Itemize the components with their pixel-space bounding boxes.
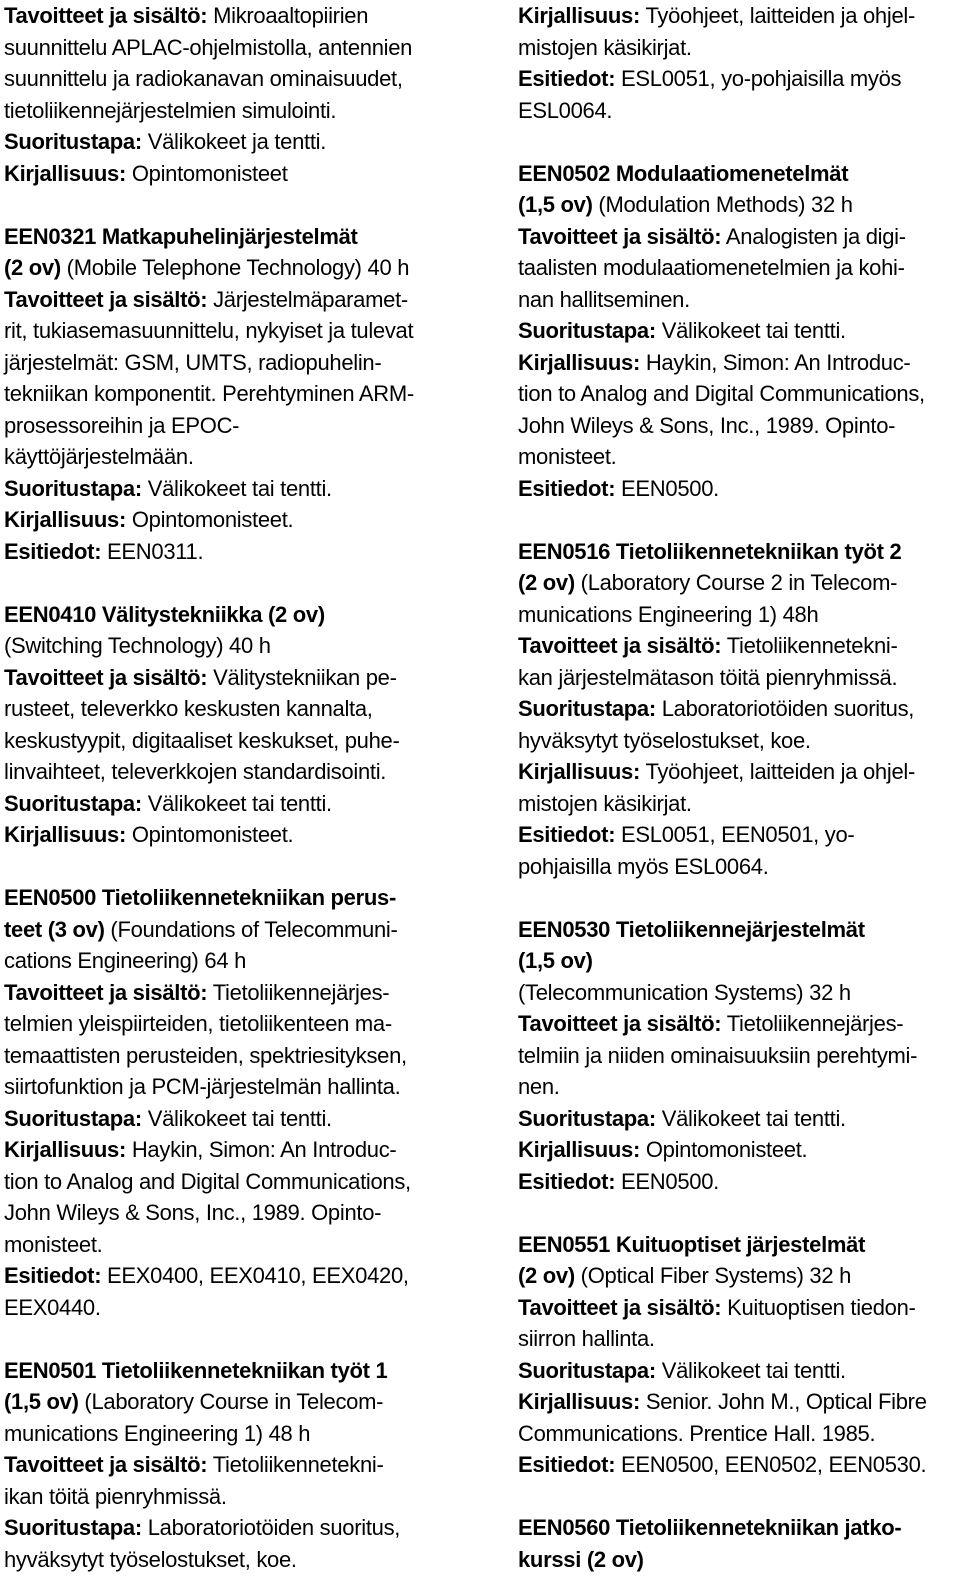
text-line	[518, 693, 954, 725]
text-line	[4, 221, 444, 253]
bold-text: EEN0551 Kuituoptiset järjestelmät	[518, 1231, 866, 1257]
text-run: Haykin, Simon: An Introduc-	[126, 1137, 397, 1162]
text-line	[4, 158, 444, 190]
text-run: ESL0051, EEN0501, yo-	[615, 822, 855, 847]
bold-text: EEN0410 Välitystekniikka (2 ov)	[4, 601, 325, 627]
text-line	[4, 1481, 444, 1513]
text-line	[518, 756, 954, 788]
bold-text: EEN0502 Modulaatiomenetelmät	[518, 160, 849, 186]
text-line	[4, 378, 444, 410]
bold-text: EEN0530 Tietoliikennejärjestelmät	[518, 916, 865, 942]
bold-text: (1,5 ov)	[4, 1389, 79, 1414]
text-run: tietoliikennejärjestelmien simulointi.	[4, 97, 337, 123]
paragraph-gap	[4, 567, 444, 599]
bold-text: Esitiedot:	[518, 1168, 616, 1194]
text-line	[4, 693, 444, 725]
text-run: Haykin, Simon: An Introduc-	[640, 349, 911, 375]
text-line	[4, 945, 444, 977]
text-run: (Switching Technology) 40 h	[4, 633, 271, 658]
bold-text: (2 ov)	[518, 570, 575, 595]
text-line	[4, 819, 444, 851]
text-line	[4, 1040, 444, 1072]
text-run: Järjestelmäparamet-	[207, 286, 408, 312]
text-line	[518, 662, 954, 694]
bold-text: Kirjallisuus:	[4, 507, 127, 532]
text-line	[518, 252, 954, 284]
text-line	[4, 914, 444, 946]
bold-text: Kirjallisuus:	[518, 3, 641, 28]
paragraph-gap	[518, 1197, 954, 1229]
bold-text: Tavoitteet ja sisältö:	[4, 664, 208, 690]
text-run: linvaihteet, televerkkojen standardisointi.	[4, 759, 387, 784]
paragraph-gap	[4, 851, 444, 883]
left-column	[4, 0, 444, 1575]
bold-text: Kirjallisuus:	[518, 759, 641, 784]
text-line	[4, 756, 444, 788]
text-run: John Wileys & Sons, Inc., 1989. Opinto-	[4, 1200, 382, 1225]
bold-text: Tavoitteet ja sisältö:	[4, 1452, 208, 1477]
text-line	[4, 1229, 444, 1261]
text-run: Opintomonisteet.	[640, 1137, 808, 1162]
text-line	[4, 32, 444, 64]
text-run: Välikokeet tai tentti.	[655, 1105, 846, 1131]
text-line	[518, 1449, 954, 1481]
text-line	[518, 1229, 954, 1261]
text-run: Opintomonisteet.	[126, 822, 294, 847]
text-run: käyttöjärjestelmään.	[4, 444, 194, 469]
text-line	[518, 914, 954, 946]
text-line	[4, 1386, 444, 1418]
text-line	[518, 1103, 954, 1135]
text-run: järjestelmät: GSM, UMTS, radiopuhelin-	[4, 349, 382, 375]
text-line	[518, 95, 954, 127]
text-line	[4, 1355, 444, 1387]
text-line	[518, 1355, 954, 1387]
bold-text: EEN0501 Tietoliikennetekniikan työt 1	[4, 1357, 388, 1383]
text-run: Tietoliikennetekni-	[207, 1452, 384, 1477]
text-line	[4, 1008, 444, 1040]
text-line	[4, 1197, 444, 1229]
text-run: hyväksytyt työselostukset, koe.	[4, 1546, 297, 1572]
text-line	[4, 441, 444, 473]
right-column	[518, 0, 954, 1575]
bold-text: Tavoitteet ja sisältö:	[518, 1294, 722, 1320]
text-line	[518, 630, 954, 662]
text-run: prosessoreihin ja EPOC-	[4, 412, 240, 438]
text-line	[4, 536, 444, 568]
bold-text: Esitiedot:	[4, 1263, 102, 1288]
text-run: ikan töitä pienryhmissä.	[4, 1483, 227, 1509]
bold-text: EEN0560 Tietoliikennetekniikan jatko-	[518, 1515, 902, 1540]
paragraph-gap	[518, 126, 954, 158]
bold-text: Suoritustapa:	[4, 129, 142, 154]
text-line	[518, 1134, 954, 1166]
text-run: Opintomonisteet.	[126, 507, 294, 532]
text-line	[518, 410, 954, 442]
bold-text: Suoritustapa:	[4, 475, 142, 501]
text-run: cations Engineering) 64 h	[4, 948, 246, 973]
text-run: Välikokeet tai tentti.	[141, 1105, 332, 1131]
text-line	[4, 788, 444, 820]
text-line	[4, 1292, 444, 1324]
bold-text: Kirjallisuus:	[4, 1137, 127, 1162]
text-run: EEN0500.	[615, 1168, 719, 1194]
text-line	[518, 441, 954, 473]
bold-text: (1,5 ov)	[518, 192, 593, 217]
text-line	[4, 473, 444, 505]
paragraph-gap	[4, 189, 444, 221]
text-run: ESL0064.	[518, 97, 613, 123]
text-run: munications Engineering 1) 48h	[518, 601, 819, 627]
text-run: kan järjestelmätason töitä pienryhmissä.	[518, 664, 898, 690]
text-run: ESL0051, yo-pohjaisilla myös	[615, 66, 902, 91]
bold-text: Suoritustapa:	[518, 1357, 656, 1383]
text-line	[4, 599, 444, 631]
text-run: EEX0400, EEX0410, EEX0420,	[101, 1263, 409, 1288]
text-run: telmien yleispiirteiden, tietoliikenteen ma-	[4, 1011, 392, 1036]
text-run: suunnittelu ja radiokanavan ominaisuudet,	[4, 66, 403, 91]
bold-text: Esitiedot:	[4, 538, 102, 564]
text-run: EEN0500.	[615, 475, 719, 501]
text-line	[518, 32, 954, 64]
text-line	[518, 63, 954, 95]
text-run: Välikokeet ja tentti.	[141, 129, 327, 154]
text-line	[518, 189, 954, 221]
text-run: Communications. Prentice Hall. 1985.	[518, 1420, 876, 1446]
text-run: (Telecommunication Systems) 32 h	[518, 979, 851, 1005]
text-line	[4, 1260, 444, 1292]
text-run: monisteet.	[518, 444, 617, 469]
bold-text: (2 ov)	[4, 255, 61, 280]
bold-text: Suoritustapa:	[4, 1515, 142, 1540]
text-line	[4, 1071, 444, 1103]
bold-text: Tavoitteet ja sisältö:	[518, 1011, 722, 1036]
text-run: taalisten modulaatiomenetelmien ja kohi-	[518, 255, 905, 280]
bold-text: Kirjallisuus:	[518, 1137, 641, 1162]
text-run: tekniikan komponentit. Perehtyminen ARM-	[4, 381, 414, 406]
bold-text: Kirjallisuus:	[4, 160, 127, 186]
text-run: nan hallitseminen.	[518, 286, 690, 312]
text-run: EEN0311.	[101, 538, 204, 564]
text-run: (Mobile Telephone Technology) 40 h	[60, 255, 410, 280]
bold-text: Esitiedot:	[518, 822, 616, 847]
text-run: rit, tukiasemasuunnittelu, nykyiset ja tulevat	[4, 318, 414, 343]
text-run: siirtofunktion ja PCM-järjestelmän hallinta.	[4, 1074, 401, 1099]
text-run: Opintomonisteet	[126, 160, 288, 186]
text-run: hyväksytyt työselostukset, koe.	[518, 727, 811, 753]
text-line	[4, 347, 444, 379]
text-line	[518, 1166, 954, 1198]
text-line	[4, 882, 444, 914]
bold-text: (2 ov)	[518, 1263, 575, 1288]
text-line	[518, 1418, 954, 1450]
text-run: EEN0500, EEN0502, EEN0530.	[615, 1452, 927, 1477]
text-run: mistojen käsikirjat.	[518, 790, 692, 816]
bold-text: Tavoitteet ja sisältö:	[4, 3, 208, 28]
text-run: Työohjeet, laitteiden ja ohjel-	[640, 759, 915, 784]
text-line	[518, 0, 954, 32]
bold-text: Kirjallisuus:	[518, 1389, 641, 1414]
text-line	[518, 347, 954, 379]
text-line	[4, 630, 444, 662]
text-line	[4, 725, 444, 757]
text-line	[518, 284, 954, 316]
bold-text: Esitiedot:	[518, 66, 616, 91]
text-line	[518, 378, 954, 410]
text-line	[518, 1071, 954, 1103]
text-run: Välikokeet tai tentti.	[655, 1357, 846, 1383]
text-line	[518, 315, 954, 347]
bold-text: Suoritustapa:	[518, 1105, 656, 1131]
text-run: mistojen käsikirjat.	[518, 34, 692, 60]
text-line	[4, 284, 444, 316]
text-run: Välikokeet tai tentti.	[141, 790, 332, 816]
text-line	[4, 63, 444, 95]
text-run: tion to Analog and Digital Communications,	[518, 381, 925, 406]
text-line	[4, 95, 444, 127]
text-line	[518, 725, 954, 757]
text-run: rusteet, televerkko keskusten kannalta,	[4, 696, 373, 721]
text-run: Välitystekniikan pe-	[207, 664, 397, 690]
bold-text: Tavoitteet ja sisältö:	[518, 223, 722, 249]
text-line	[518, 1386, 954, 1418]
text-run: Välikokeet tai tentti.	[655, 318, 846, 343]
bold-text: EEN0321 Matkapuhelinjärjestelmät	[4, 223, 358, 249]
bold-text: kurssi (2 ov)	[518, 1546, 644, 1572]
text-run: Tietoliikennejärjes-	[207, 979, 390, 1005]
text-run: Laboratoriotöiden suoritus,	[655, 696, 915, 721]
text-run: keskustyypit, digitaaliset keskukset, puhe-	[4, 727, 400, 753]
text-run: tion to Analog and Digital Communications,	[4, 1168, 411, 1194]
text-run: Tietoliikennejärjes-	[721, 1011, 904, 1036]
bold-text: EEN0516 Tietoliikennetekniikan työt 2	[518, 538, 902, 564]
text-line	[4, 662, 444, 694]
bold-text: Tavoitteet ja sisältö:	[4, 286, 208, 312]
text-line	[518, 1512, 954, 1544]
text-run: monisteet.	[4, 1231, 103, 1257]
text-run: (Modulation Methods) 32 h	[592, 192, 853, 217]
text-line	[518, 1008, 954, 1040]
bold-text: Esitiedot:	[518, 475, 616, 501]
text-line	[4, 1166, 444, 1198]
text-run: pohjaisilla myös ESL0064.	[518, 853, 769, 879]
text-line	[518, 567, 954, 599]
text-line	[518, 1040, 954, 1072]
text-line	[4, 1544, 444, 1576]
text-line	[518, 1544, 954, 1576]
text-run: Analogisten ja digi-	[721, 223, 906, 249]
paragraph-gap	[518, 504, 954, 536]
text-line	[518, 819, 954, 851]
bold-text: Kirjallisuus:	[518, 349, 641, 375]
paragraph-gap	[518, 1481, 954, 1513]
text-run: (Laboratory Course in Telecom-	[78, 1389, 384, 1414]
text-line	[518, 473, 954, 505]
text-run: Välikokeet tai tentti.	[141, 475, 332, 501]
text-line	[518, 1323, 954, 1355]
text-line	[518, 221, 954, 253]
text-line	[4, 126, 444, 158]
text-run: munications Engineering 1) 48 h	[4, 1420, 311, 1446]
text-line	[518, 977, 954, 1009]
text-line	[518, 158, 954, 190]
text-line	[4, 1134, 444, 1166]
text-run: (Optical Fiber Systems) 32 h	[574, 1263, 852, 1288]
text-line	[4, 410, 444, 442]
text-run: Mikroaaltopiirien	[207, 3, 369, 28]
text-line	[518, 1292, 954, 1324]
text-line	[518, 788, 954, 820]
paragraph-gap	[518, 882, 954, 914]
text-line	[4, 504, 444, 536]
text-line	[4, 1449, 444, 1481]
bold-text: Suoritustapa:	[4, 1105, 142, 1131]
text-run: Kuituoptisen tiedon-	[721, 1294, 916, 1320]
text-run: temaattisten perusteiden, spektriesityksen,	[4, 1042, 407, 1068]
text-line	[518, 851, 954, 883]
paragraph-gap	[4, 1323, 444, 1355]
bold-text: Esitiedot:	[518, 1452, 616, 1477]
text-run: nen.	[518, 1074, 560, 1099]
text-line	[4, 252, 444, 284]
text-run: Työohjeet, laitteiden ja ohjel-	[640, 3, 915, 28]
text-run: Tietoliikennetekni-	[721, 633, 898, 658]
bold-text: Kirjallisuus:	[4, 822, 127, 847]
text-line	[4, 1512, 444, 1544]
bold-text: teet (3 ov)	[4, 916, 105, 942]
bold-text: Suoritustapa:	[518, 318, 656, 343]
text-run: siirron hallinta.	[518, 1326, 655, 1351]
text-run: suunnittelu APLAC-ohjelmistolla, antennien	[4, 34, 413, 60]
text-line	[4, 977, 444, 1009]
bold-text: Tavoitteet ja sisältö:	[518, 633, 722, 658]
text-line	[518, 1260, 954, 1292]
text-run: John Wileys & Sons, Inc., 1989. Opinto-	[518, 412, 896, 438]
text-run: (Foundations of Telecommuni-	[104, 916, 398, 942]
text-run: EEX0440.	[4, 1294, 101, 1320]
text-run: Senior. John M., Optical Fibre	[640, 1389, 927, 1414]
text-run: telmiin ja niiden ominaisuuksiin perehtymi-	[518, 1042, 918, 1068]
text-line	[4, 1103, 444, 1135]
bold-text: Suoritustapa:	[4, 790, 142, 816]
text-line	[518, 536, 954, 568]
text-run: (Laboratory Course 2 in Telecom-	[574, 570, 898, 595]
bold-text: (1,5 ov)	[518, 948, 593, 973]
text-line	[4, 315, 444, 347]
bold-text: Suoritustapa:	[518, 696, 656, 721]
text-line	[518, 599, 954, 631]
text-run: Laboratoriotöiden suoritus,	[141, 1515, 401, 1540]
text-line	[4, 1418, 444, 1450]
text-line	[4, 0, 444, 32]
text-line	[518, 945, 954, 977]
bold-text: EEN0500 Tietoliikennetekniikan perus-	[4, 885, 396, 910]
bold-text: Tavoitteet ja sisältö:	[4, 979, 208, 1005]
